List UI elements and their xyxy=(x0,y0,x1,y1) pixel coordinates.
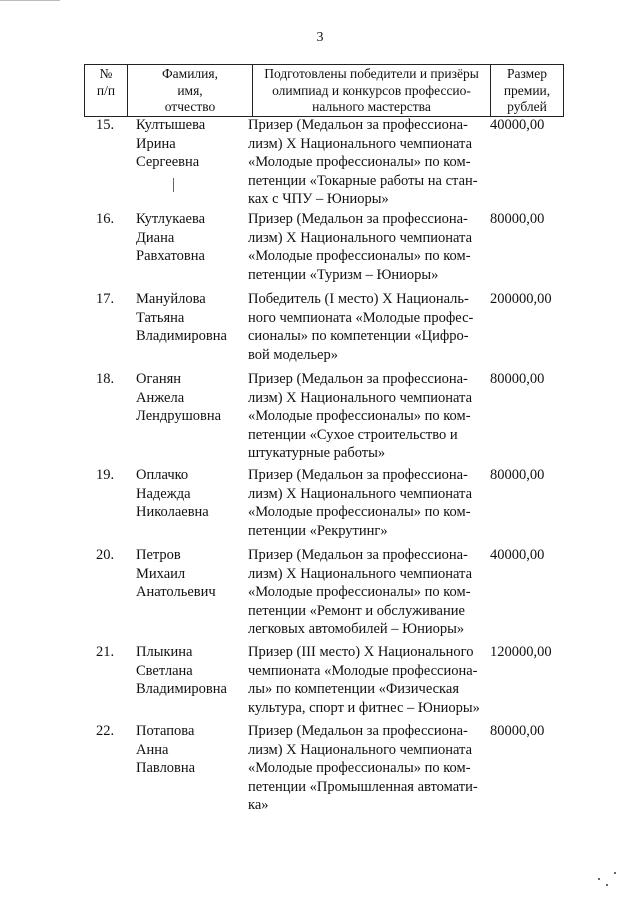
person-name: Кутлукаева Диана Равхатовна xyxy=(136,211,206,264)
header-amount: Размер премии, рублей xyxy=(491,65,564,117)
scan-mark xyxy=(614,872,616,874)
person-name: Оплачко Надежда Николаевна xyxy=(136,467,209,520)
prize-amount: 40000,00 xyxy=(490,547,545,563)
scan-mark xyxy=(606,884,608,886)
achievement-text: Призер (Медальон за профессиона- лизм) X Национального чемпионата «Молодые профессионалы» по ком- петенции «Туризм – Юниоры» xyxy=(248,211,473,283)
achievement-text: Призер (Медальон за профессиона- лизм) X Национального чемпионата «Молодые профессионалы» по ком- петенции «Рекрутинг» xyxy=(248,467,473,539)
scan-mark xyxy=(598,878,600,880)
row-number: 17. xyxy=(96,291,115,307)
person-name: Петров Михаил Анатольевич xyxy=(136,547,216,600)
row-number: 22. xyxy=(96,723,115,739)
person-name: Потапова Анна Павловна xyxy=(136,723,196,776)
achievement-text: Призер (III место) X Национального чемпионата «Молодые профессиона- лы» по компетенции «Физическая культура, спорт и фитнес – Юниоры» xyxy=(248,644,480,716)
person-name: Плыкина Светлана Владимировна xyxy=(136,644,227,697)
page-number: 3 xyxy=(316,30,324,45)
person-name: Мануйлова Татьяна Владимировна xyxy=(136,291,227,344)
row-number: 20. xyxy=(96,547,115,563)
prize-amount: 120000,00 xyxy=(490,644,552,660)
prize-amount: 80000,00 xyxy=(490,371,545,387)
achievement-text: Призер (Медальон за профессиона- лизм) X Национального чемпионата «Молодые профессионалы» по ком- петенции «Токарные работы на стан- ках с ЧПУ – Юниоры» xyxy=(248,117,478,207)
person-name: Култышева Ирина Сергеевна xyxy=(136,117,206,170)
header-achievement: Подготовлены победители и призёры олимпиад и конкурсов профессио- нального мастерства xyxy=(253,65,491,117)
achievement-text: Победитель (I место) X Националь- ного чемпионата «Молодые профес- сионалы» по компетенции «Цифро- вой модельер» xyxy=(248,291,474,363)
scan-mark xyxy=(173,178,174,192)
achievement-text: Призер (Медальон за профессиона- лизм) X Национального чемпионата «Молодые профессионалы» по ком- петенции «Промышленная автомати- ка» xyxy=(248,723,478,813)
row-number: 16. xyxy=(96,211,115,227)
scan-mark xyxy=(0,0,60,1)
row-number: 18. xyxy=(96,371,115,387)
header-number: № п/п xyxy=(85,65,128,117)
person-name: Оганян Анжела Лендрушовна xyxy=(136,371,222,424)
row-number: 15. xyxy=(96,117,115,133)
row-number: 19. xyxy=(96,467,115,483)
table-header xyxy=(84,64,564,117)
prize-amount: 80000,00 xyxy=(490,211,545,227)
prize-amount: 40000,00 xyxy=(490,117,545,133)
prize-amount: 80000,00 xyxy=(490,467,545,483)
header-name: Фамилия, имя, отчество xyxy=(128,65,253,117)
achievement-text: Призер (Медальон за профессиона- лизм) X Национального чемпионата «Молодые профессионалы» по ком- петенции «Ремонт и обслуживание легковых автомобилей – Юниоры» xyxy=(248,547,473,637)
achievement-text: Призер (Медальон за профессиона- лизм) X Национального чемпионата «Молодые профессионалы» по ком- петенции «Сухое строительство и штукатурные работы» xyxy=(248,371,473,461)
prize-amount: 200000,00 xyxy=(490,291,552,307)
prize-amount: 80000,00 xyxy=(490,723,545,739)
row-number: 21. xyxy=(96,644,115,660)
